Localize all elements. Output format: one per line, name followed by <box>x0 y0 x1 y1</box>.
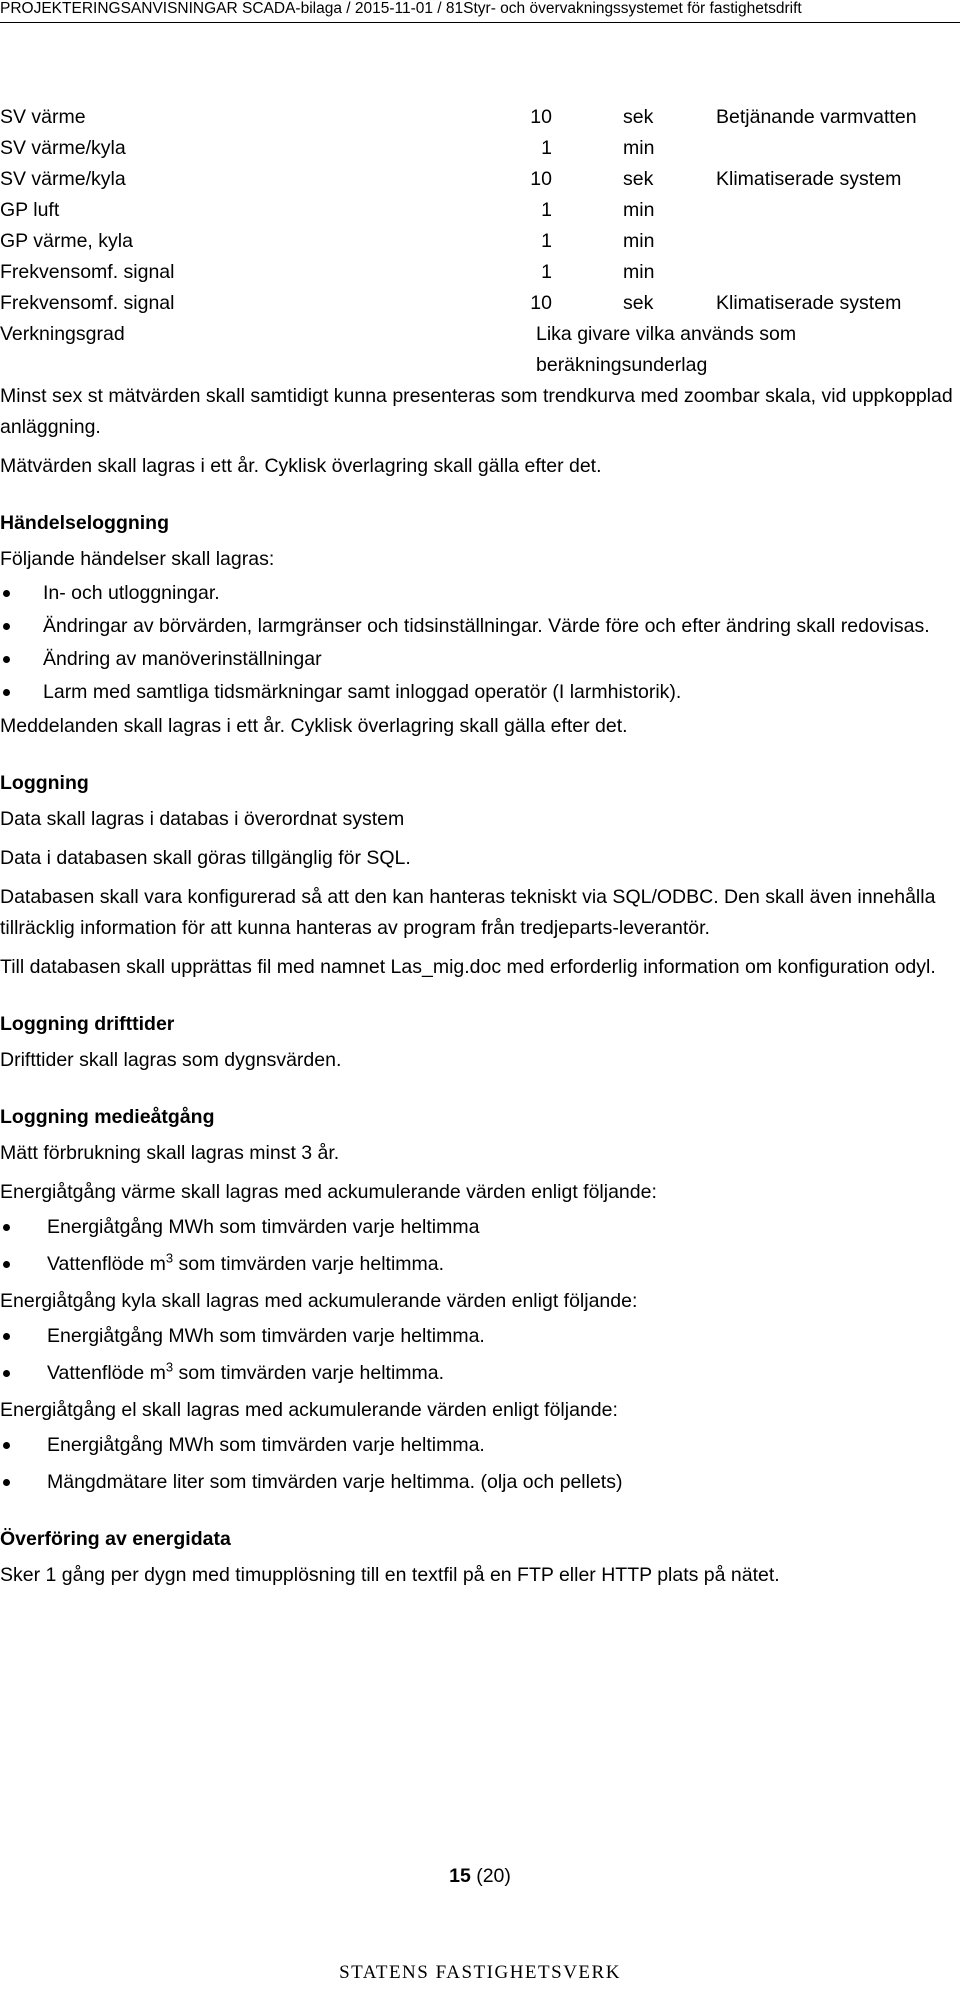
table-row <box>0 226 960 257</box>
row-name: SV värme/kyla <box>0 137 126 159</box>
document-body <box>0 102 960 1591</box>
row-unit: min <box>623 199 655 221</box>
table-row <box>0 288 960 319</box>
row-name: Frekvensomf. signal <box>0 292 175 314</box>
list-item: Energiåtgång MWh som timvärden varje heltimma. <box>0 1321 960 1352</box>
superscript: 3 <box>165 1359 174 1375</box>
page-total: (20) <box>476 1865 511 1887</box>
list-item-text: Vattenflöde m <box>47 1362 166 1384</box>
logging-heading: Loggning <box>0 772 89 794</box>
table-row <box>0 133 960 164</box>
logging-paragraph: Till databasen skall upprättas fil med namnet Las_mig.doc med erforderlig information om konfiguration odyl. <box>0 956 936 978</box>
logging-paragraph: Data skall lagras i databas i överordnat system <box>0 808 405 830</box>
row-name: SV värme <box>0 106 86 128</box>
row-value: 10 <box>530 292 552 314</box>
row-note: Betjänande varmvatten <box>716 106 917 128</box>
table-row-efficiency <box>0 319 960 381</box>
list-item: In- och utloggningar. <box>0 579 960 607</box>
cool-list <box>0 1321 960 1389</box>
list-item: Ändringar av börvärden, larmgränser och tidsinställningar. Värde före och efter ändring skall redovisas. <box>0 612 960 640</box>
event-log-heading: Händelseloggning <box>0 512 170 534</box>
table-row <box>0 102 960 133</box>
row-value: 1 <box>541 261 552 283</box>
list-item: Energiåtgång MWh som timvärden varje heltimma. <box>0 1430 960 1461</box>
row-note: Lika givare vilka används som beräkningsunderlag <box>536 323 797 376</box>
row-name: Verkningsgrad <box>0 323 125 345</box>
page-header: PROJEKTERINGSANVISNINGAR SCADA-bilaga / 2015-11-01 / 81Styr- och övervakningssystemet för fastighetsdrift <box>0 0 802 17</box>
superscript: 3 <box>165 1250 174 1266</box>
cool-intro: Energiåtgång kyla skall lagras med ackumulerande värden enligt följande: <box>0 1290 638 1312</box>
el-list <box>0 1430 960 1498</box>
row-name: GP luft <box>0 199 60 221</box>
transfer-paragraph: Sker 1 gång per dygn med timupplösning till en textfil på en FTP eller HTTP plats på nätet. <box>0 1564 780 1586</box>
page-current: 15 <box>449 1865 471 1887</box>
row-value: 1 <box>541 137 552 159</box>
row-value: 10 <box>530 106 552 128</box>
footer-logo-text: STATENS FASTIGHETSVERK <box>339 1962 621 1983</box>
update-interval-table <box>0 102 960 381</box>
list-item <box>0 1249 960 1280</box>
page-number <box>0 1865 960 1888</box>
heat-list <box>0 1212 960 1280</box>
media-heading: Loggning medieåtgång <box>0 1106 215 1128</box>
event-log-outro: Meddelanden skall lagras i ett år. Cyklisk överlagring skall gälla efter det. <box>0 715 628 737</box>
header-rule <box>0 22 960 23</box>
list-item: Larm med samtliga tidsmärkningar samt inloggad operatör (I larmhistorik). <box>0 678 960 706</box>
runtime-paragraph: Drifttider skall lagras som dygnsvärden. <box>0 1049 342 1071</box>
logging-paragraph: Data i databasen skall göras tillgänglig för SQL. <box>0 847 411 869</box>
table-row <box>0 257 960 288</box>
row-note: Klimatiserade system <box>716 168 902 190</box>
list-item-text: som timvärden varje heltimma. <box>173 1253 445 1275</box>
list-item-text: som timvärden varje heltimma. <box>173 1362 445 1384</box>
el-intro: Energiåtgång el skall lagras med ackumulerande värden enligt följande: <box>0 1399 618 1421</box>
trend-paragraph: Minst sex st mätvärden skall samtidigt kunna presenteras som trendkurva med zoombar skala, vid uppkopplad anläggning. <box>0 385 953 438</box>
list-item-text: Vattenflöde m <box>47 1253 166 1275</box>
row-unit: sek <box>623 168 654 190</box>
row-name: GP värme, kyla <box>0 230 133 252</box>
heat-intro: Energiåtgång värme skall lagras med ackumulerande värden enligt följande: <box>0 1181 657 1203</box>
event-log-intro: Följande händelser skall lagras: <box>0 548 275 570</box>
table-row <box>0 164 960 195</box>
row-unit: min <box>623 230 655 252</box>
media-paragraph: Mätt förbrukning skall lagras minst 3 år. <box>0 1142 340 1164</box>
list-item: Ändring av manöverinställningar <box>0 645 960 673</box>
row-note: Klimatiserade system <box>716 292 902 314</box>
list-item: Energiåtgång MWh som timvärden varje heltimma <box>0 1212 960 1243</box>
row-unit: sek <box>623 106 654 128</box>
row-name: Frekvensomf. signal <box>0 261 175 283</box>
row-unit: min <box>623 261 655 283</box>
row-name: SV värme/kyla <box>0 168 126 190</box>
row-unit: min <box>623 137 655 159</box>
row-value: 1 <box>541 230 552 252</box>
logging-paragraph: Databasen skall vara konfigurerad så att den kan hanteras tekniskt via SQL/ODBC. Den skall även innehålla tillräcklig information för att kunna hanteras av program från tredjeparts-leverantör. <box>0 886 936 939</box>
table-row <box>0 195 960 226</box>
storage-paragraph: Mätvärden skall lagras i ett år. Cyklisk överlagring skall gälla efter det. <box>0 455 602 477</box>
row-value: 1 <box>541 199 552 221</box>
event-log-list <box>0 579 960 706</box>
row-unit: sek <box>623 292 654 314</box>
runtime-heading: Loggning drifttider <box>0 1013 175 1035</box>
transfer-heading: Överföring av energidata <box>0 1528 231 1550</box>
list-item: Mängdmätare liter som timvärden varje heltimma. (olja och pellets) <box>0 1467 960 1498</box>
list-item <box>0 1358 960 1389</box>
row-value: 10 <box>530 168 552 190</box>
